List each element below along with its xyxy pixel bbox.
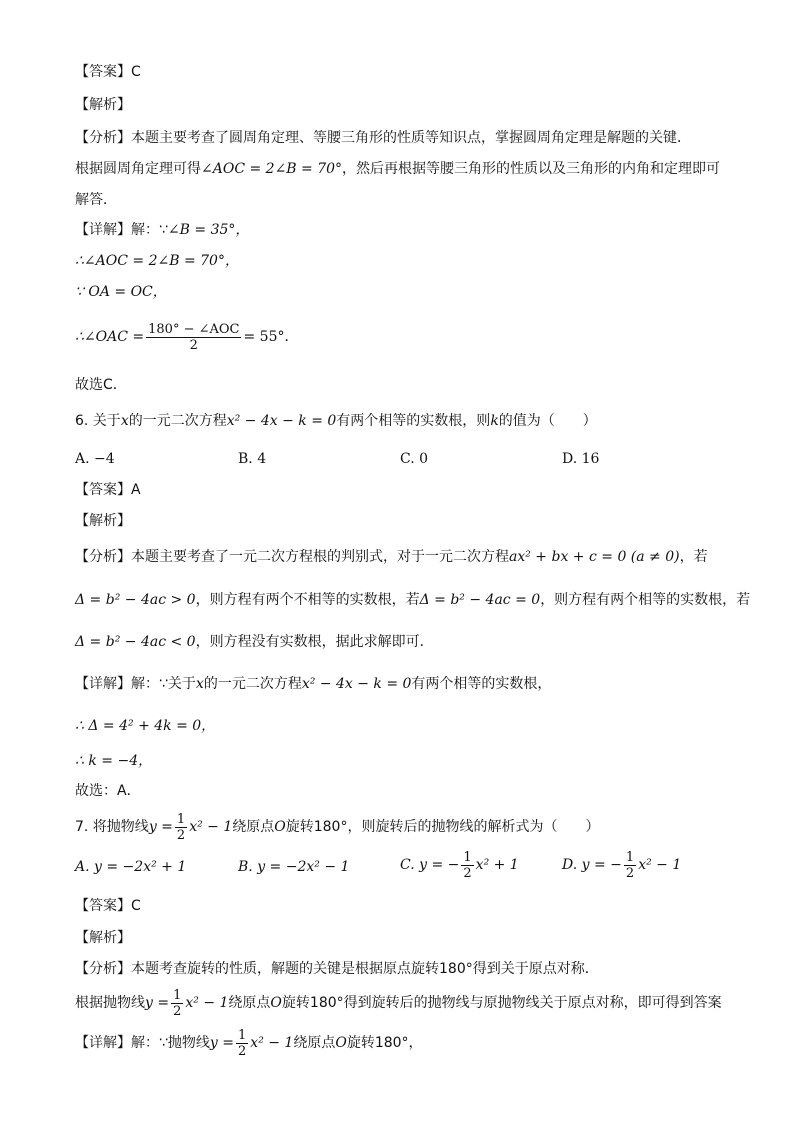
answer-value: A	[131, 482, 141, 498]
variable: O	[335, 1035, 347, 1051]
q6-fenxi-line-3	[75, 633, 434, 651]
numerator: 180° − ∠AOC	[148, 321, 240, 337]
text: ∴∠OAC =	[75, 329, 145, 345]
text: ，若	[679, 549, 708, 565]
text: 旋转180°，则旋转后的抛物线的解析式为（ ）	[285, 819, 600, 835]
q6-step-1: ∴ Δ = 4² + 4k = 0，	[75, 718, 216, 734]
text: C. y = −	[400, 857, 460, 873]
variable: x	[120, 413, 129, 429]
text: ，则方程没有实数根，据此求解即可．	[195, 634, 434, 650]
q5-fenxi-line-3: 解答．	[75, 192, 117, 208]
q6-conclusion: 故选：A．	[75, 783, 141, 799]
text: ，则方程有两个相等的实数根，若	[540, 592, 751, 608]
q7-fenxi-line	[75, 960, 599, 978]
text: D. y = −	[562, 857, 622, 873]
math-expression: y =	[209, 1035, 235, 1051]
answer-label: 【答案】	[75, 482, 131, 498]
math-expression: Δ = b² − 4ac = 0	[419, 592, 541, 608]
text: 绕原点	[228, 995, 271, 1011]
q5-answer-line	[75, 63, 141, 81]
text: 旋转180°，	[346, 1035, 423, 1051]
denominator: 2	[238, 1043, 247, 1059]
denominator: 2	[176, 827, 186, 843]
variable: O	[270, 995, 282, 1011]
equation: ax² + bx + c = 0 (a ≠ 0)	[509, 549, 680, 565]
fraction-one-half	[236, 1028, 248, 1059]
text: 根据抛物线	[75, 995, 145, 1011]
text: 解：∵	[131, 222, 168, 238]
q6-step-2: ∴ k = −4，	[75, 753, 153, 769]
q6-fenxi-line	[75, 548, 708, 566]
fraction	[146, 322, 241, 353]
equation: x² − 4x − k = 0	[301, 676, 412, 692]
equation: x² − 4x − k = 0	[226, 413, 337, 429]
answer-label: 【答案】	[75, 64, 131, 80]
text: 旋转180°得到旋转后的抛物线与原抛物线关于原点对称，即可得到答案	[281, 995, 722, 1011]
math-expression: x² − 1	[189, 819, 233, 835]
variable: k	[490, 413, 499, 429]
math-expression: x² − 1	[185, 995, 229, 1011]
text: 本题考查旋转的性质，解题的关键是根据原点旋转180°得到关于原点对称．	[131, 961, 599, 977]
fraction-one-half	[461, 850, 473, 881]
text: 根据圆周角定理可得	[75, 161, 201, 177]
text: 的值为（ ）	[498, 413, 597, 429]
text: 绕原点	[293, 1035, 336, 1051]
q6-answer-line	[75, 481, 141, 499]
q5-fenxi-line	[75, 129, 691, 147]
q6-fenxi-line-2	[75, 591, 750, 609]
fraction-one-half	[624, 850, 636, 881]
numerator: 1	[176, 811, 186, 827]
denominator: 2	[173, 1003, 182, 1019]
q7-stem	[75, 810, 599, 844]
denominator: 2	[463, 865, 472, 881]
variable: x	[195, 676, 204, 692]
text: ，则方程有两个不相等的实数根，若	[195, 592, 420, 608]
text: x² + 1	[475, 857, 519, 873]
answer-value: C	[131, 898, 141, 914]
fenxi-label: 【分析】	[75, 961, 131, 977]
question-number: 7. 将抛物线	[75, 819, 149, 835]
text: ，然后再根据等腰三角形的性质以及三角形的内角和定理即可	[342, 161, 721, 177]
numerator: 1	[173, 987, 182, 1003]
math-expression: ∠B = 35°，	[167, 222, 250, 238]
q6-option-d: D. 16	[562, 451, 600, 467]
denominator: 2	[189, 337, 198, 353]
math-expression: Δ = b² − 4ac < 0	[75, 634, 196, 650]
math-expression: x² − 1	[250, 1035, 294, 1051]
fraction-one-half	[171, 988, 183, 1019]
q7-analysis-heading: 【解析】	[75, 930, 131, 946]
q5-fenxi-line-2	[75, 160, 720, 178]
text: 解：∵关于	[131, 676, 196, 692]
math-expression: y =	[148, 819, 173, 835]
fraction-one-half	[175, 812, 187, 843]
q5-detail-line	[75, 221, 249, 239]
q5-step-2: ∴∠AOC = 2∠B = 70°，	[75, 253, 239, 269]
q7-option-c	[400, 848, 519, 882]
text: x² − 1	[638, 857, 682, 873]
q5-step-3: ∵ OA = OC，	[75, 284, 167, 300]
text: 本题主要考查了一元二次方程根的判别式，对于一元二次方程	[131, 549, 509, 565]
q6-option-b: B. 4	[238, 451, 267, 467]
fenxi-label: 【分析】	[75, 130, 131, 146]
text: 绕原点	[232, 819, 275, 835]
answer-value: C	[131, 64, 141, 80]
text: 的一元二次方程	[128, 413, 227, 429]
q6-stem	[75, 412, 597, 430]
q7-option-a: A. y = −2x² + 1	[75, 859, 187, 875]
detail-label: 【详解】	[75, 222, 131, 238]
q6-option-c: C. 0	[400, 451, 429, 467]
math-expression: ∠AOC = 2∠B = 70°	[201, 161, 343, 177]
q7-option-d	[562, 848, 681, 882]
numerator: 1	[238, 1027, 247, 1043]
q7-detail-line	[75, 1026, 423, 1060]
q6-analysis-heading: 【解析】	[75, 513, 131, 529]
numerator: 1	[463, 849, 472, 865]
q7-fenxi-line-2	[75, 986, 722, 1020]
q6-detail-line	[75, 675, 551, 693]
q5-step-4	[75, 320, 298, 354]
q5-conclusion: 故选C．	[75, 377, 127, 393]
text: 有两个相等的实数根，则	[336, 413, 491, 429]
text: = 55°．	[243, 329, 299, 345]
answer-label: 【答案】	[75, 898, 131, 914]
q6-option-a: A. −4	[75, 451, 115, 467]
text: 的一元二次方程	[203, 676, 302, 692]
math-expression: y =	[145, 995, 170, 1011]
detail-label: 【详解】	[75, 1035, 131, 1051]
question-number: 6. 关于	[75, 413, 121, 429]
q7-answer-line	[75, 897, 141, 915]
variable: O	[274, 819, 286, 835]
text: 解：∵抛物线	[131, 1035, 210, 1051]
denominator: 2	[625, 865, 635, 881]
detail-label: 【详解】	[75, 676, 131, 692]
numerator: 1	[625, 849, 635, 865]
q7-option-b: B. y = −2x² − 1	[238, 859, 350, 875]
math-expression: Δ = b² − 4ac > 0	[75, 592, 196, 608]
q5-analysis-heading: 【解析】	[75, 97, 131, 113]
fenxi-text: 本题主要考查了圆周角定理、等腰三角形的性质等知识点，掌握圆周角定理是解题的关键．	[131, 130, 691, 146]
fenxi-label: 【分析】	[75, 549, 131, 565]
text: 有两个相等的实数根，	[411, 676, 552, 692]
